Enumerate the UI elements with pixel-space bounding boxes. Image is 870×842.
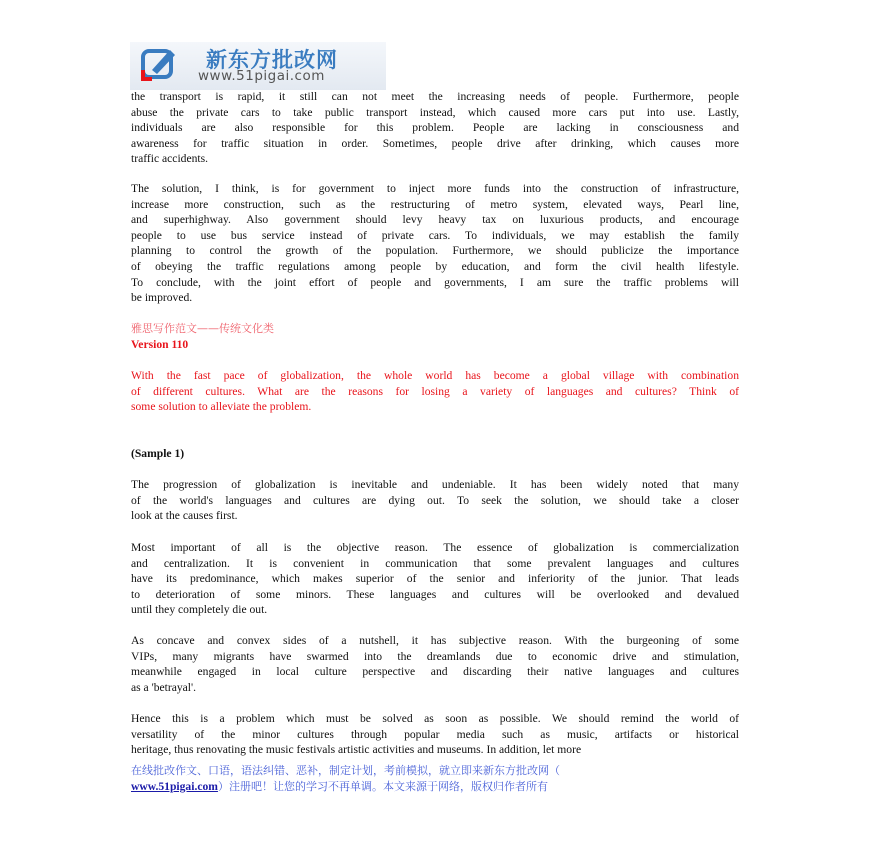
paragraph <box>131 321 739 337</box>
text-line: have its predominance, which makes superior of the senior and inferiority of the junior. That leads <box>131 572 739 586</box>
pen-edit-icon <box>140 46 178 82</box>
text-line: Version 110 <box>131 338 189 351</box>
text-line: abuse the private cars to take public transport instead, which caused more cars put into use. Lastly, <box>131 105 739 119</box>
footer-line-1: 在线批改作文、口语，语法纠错、恶补，制定计划，考前模拟，就立即来新东方批改网（ <box>131 764 560 777</box>
text-line: To conclude, with the joint effort of people and governments, I am sure the traffic problems will <box>131 275 739 289</box>
text-line: versatility of the minor cultures through popular media such as music, artifacts or historical <box>131 727 739 741</box>
text-line: 雅思写作范文——传统文化类 <box>131 322 274 335</box>
footer-line-2 <box>131 779 739 795</box>
text-line: As concave and convex sides of a nutshell, it has subjective reason. With the burgeoning of some <box>131 634 739 647</box>
text-line: increase more construction, such as the restructuring of metro system, elevated ways, Pearl line, <box>131 197 739 211</box>
text-line: (Sample 1) <box>131 447 185 460</box>
paragraph <box>131 540 739 618</box>
text-line: and centralization. It is convenient in communication that some prevalent languages and cultures <box>131 556 739 570</box>
footer-notice <box>131 763 739 794</box>
text-line: With the fast pace of globalization, the whole world has become a global village with combination <box>131 369 739 382</box>
paragraph <box>131 711 739 758</box>
paragraph <box>131 477 739 524</box>
text-line: and superhighway. Also government should levy heavy tax on luxurious products, and encourage <box>131 213 739 227</box>
logo[interactable] <box>130 42 386 90</box>
paragraph <box>131 89 739 167</box>
text-line: some solution to alleviate the problem. <box>131 400 312 414</box>
text-line: of the world's languages and cultures are dying out. To seek the solution, we should take a closer <box>131 493 739 507</box>
text-line: of different cultures. What are the reasons for losing a variety of languages and cultures? Think of <box>131 384 739 398</box>
text-line: people to use bus service instead of private cars. To individuals, we may establish the family <box>131 228 739 242</box>
text-line: until they completely die out. <box>131 603 268 617</box>
text-line: to deterioration of some minors. These languages and cultures will be overlooked and devalued <box>131 587 739 601</box>
text-line: The progression of globalization is inevitable and undeniable. It has been widely noted that many <box>131 478 739 491</box>
paragraph <box>131 633 739 695</box>
text-line: Hence this is a problem which must be solved as soon as possible. We should remind the world of <box>131 712 739 725</box>
text-line: heritage, thus renovating the music festivals artistic activities and museums. In addition, let more <box>131 743 582 757</box>
paragraph <box>131 368 739 415</box>
text-line: look at the causes first. <box>131 509 238 523</box>
paragraph <box>131 181 739 306</box>
text-line: of obeying the traffic regulations among people by education, and form the civil health lifestyle. <box>131 259 739 273</box>
paragraph <box>131 337 739 353</box>
logo-name: 新东方批改网 <box>206 48 338 72</box>
text-line: individuals are also responsible for this problem. People are lacking in consciousness and <box>131 121 739 135</box>
text-line: planning to control the growth of the population. Furthermore, we should publicize the importance <box>131 244 739 258</box>
text-line: Most important of all is the objective reason. The essence of globalization is commercialization <box>131 541 739 554</box>
footer-line-2-text: ）注册吧！让您的学习不再单调。本文来源于网络，版权归作者所有 <box>217 779 548 793</box>
text-line: traffic accidents. <box>131 152 209 166</box>
text-line: awareness for traffic situation in order. Sometimes, people drive after drinking, which causes more <box>131 136 739 150</box>
paragraph <box>131 446 739 462</box>
text-line: meanwhile engaged in local culture perspective and discarding their native languages and cultures <box>131 665 739 679</box>
logo-url: www.51pigai.com <box>198 68 325 84</box>
text-line: the transport is rapid, it still can not meet the increasing needs of people. Furthermore, people <box>131 90 739 103</box>
text-line: as a 'betrayal'. <box>131 680 197 694</box>
text-line: VIPs, many migrants have swarmed into the dreamlands due to economic drive and stimulation, <box>131 649 739 663</box>
text-line: be improved. <box>131 291 193 305</box>
text-line: The solution, I think, is for government to inject more funds into the construction of infrastructure, <box>131 182 739 195</box>
footer-link[interactable]: www.51pigai.com <box>131 779 218 793</box>
